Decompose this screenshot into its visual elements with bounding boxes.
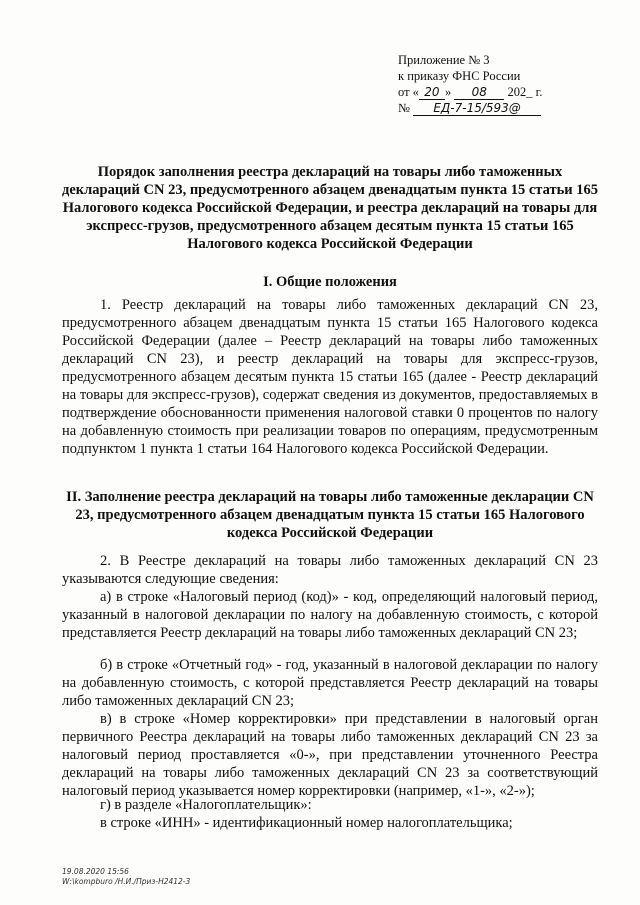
annex-number bbox=[398, 100, 542, 116]
paragraph-2b: б) в строке «Отчетный год» - год, указанный в налоговой декларации по налогу на добавленную стоимость, с которой представляется Реестр деклараций на товары либо таможенных деклараций CN 23; bbox=[62, 657, 598, 709]
annex-order-ref: к приказу ФНС России bbox=[398, 69, 521, 83]
annex-date-mid: » bbox=[444, 85, 452, 99]
section-2-heading: II. Заполнение реестра деклараций на товары либо таможенные декларации CN 23, предусмотренного абзацем двенадцатым пункта 15 статьи 165 Налогового кодекса Российской Федерации bbox=[66, 489, 594, 541]
document-title: Порядок заполнения реестра деклараций на товары либо таможенных деклараций CN 23, предусмотренного абзацем двенадцатым пункта 15 статьи 165 Налогового кодекса Российской Федерации, и реестра деклараций на товары для экспресс-грузов, предусмотренного абзацем десятым пункта 15 статьи 165 Налогового кодекса Российской Федерации bbox=[62, 164, 598, 252]
paragraph-2: 2. В Реестре деклараций на товары либо таможенных деклараций CN 23 указываются следующие сведения: bbox=[62, 553, 598, 587]
section-1-heading: I. Общие положения bbox=[263, 274, 397, 290]
paragraph-inn: в строке «ИНН» - идентификационный номер налогоплательщика; bbox=[100, 815, 513, 831]
footer-timestamp: 19.08.2020 15:56 bbox=[62, 867, 129, 876]
annex-date-day: 20 bbox=[419, 86, 445, 100]
footer-file-path: W:\kompburo /Н.И./Приз-Н2412-3 bbox=[62, 877, 191, 886]
annex-block bbox=[398, 52, 542, 116]
paragraph-2a: а) в строке «Налоговый период (код)» - код, определяющий налоговый период, указанный в налоговой декларации по налогу на добавленную стоимость, с которой представляется Реестр деклараций на товары либо таможенных деклараций CN 23; bbox=[62, 589, 598, 641]
annex-number-value: ЕД-7-15/593@ bbox=[413, 102, 541, 116]
paragraph-2g: г) в разделе «Налогоплательщик»: bbox=[100, 797, 312, 813]
annex-date-month: 08 bbox=[454, 86, 504, 100]
paragraph-1: 1. Реестр деклараций на товары либо таможенных деклараций CN 23, предусмотренного абзацем двенадцатым пункта 15 статьи 165 Налогового кодекса Российской Федерации (далее – Реестр деклараций на товары либо таможенных деклараций CN 23), и реестр деклараций на товары для экспресс-грузов, предусмотренного абзацем десятым пункта 15 статьи 165 (далее - Реестр деклараций на товары для экспресс-грузов), содержат сведения из документов, предоставляемых в подтверждение обоснованности применения налоговой ставки 0 процентов по налогу на добавленную стоимость при реализации товаров по операциям, предусмотренным подпунктом 1 пункта 1 статьи 164 Налогового кодекса Российской Федерации. bbox=[62, 297, 598, 457]
annex-number-prefix: № bbox=[398, 101, 410, 115]
annex-date-prefix: от « bbox=[398, 85, 419, 99]
annex-date-year: 202_ г. bbox=[507, 85, 543, 99]
paragraph-2v: в) в строке «Номер корректировки» при представлении в налоговый орган первичного Реестра деклараций на товары либо таможенных деклараций CN 23 за налоговый период проставляется «0-», при представлении уточненного Реестра деклараций на товары либо таможенных деклараций CN 23 за соответствующий налоговый период указывается номер корректировки (например, «1-», «2-»); bbox=[62, 711, 598, 799]
annex-date bbox=[398, 84, 542, 100]
footer-stamp bbox=[62, 867, 190, 887]
annex-title: Приложение № 3 bbox=[398, 53, 490, 67]
